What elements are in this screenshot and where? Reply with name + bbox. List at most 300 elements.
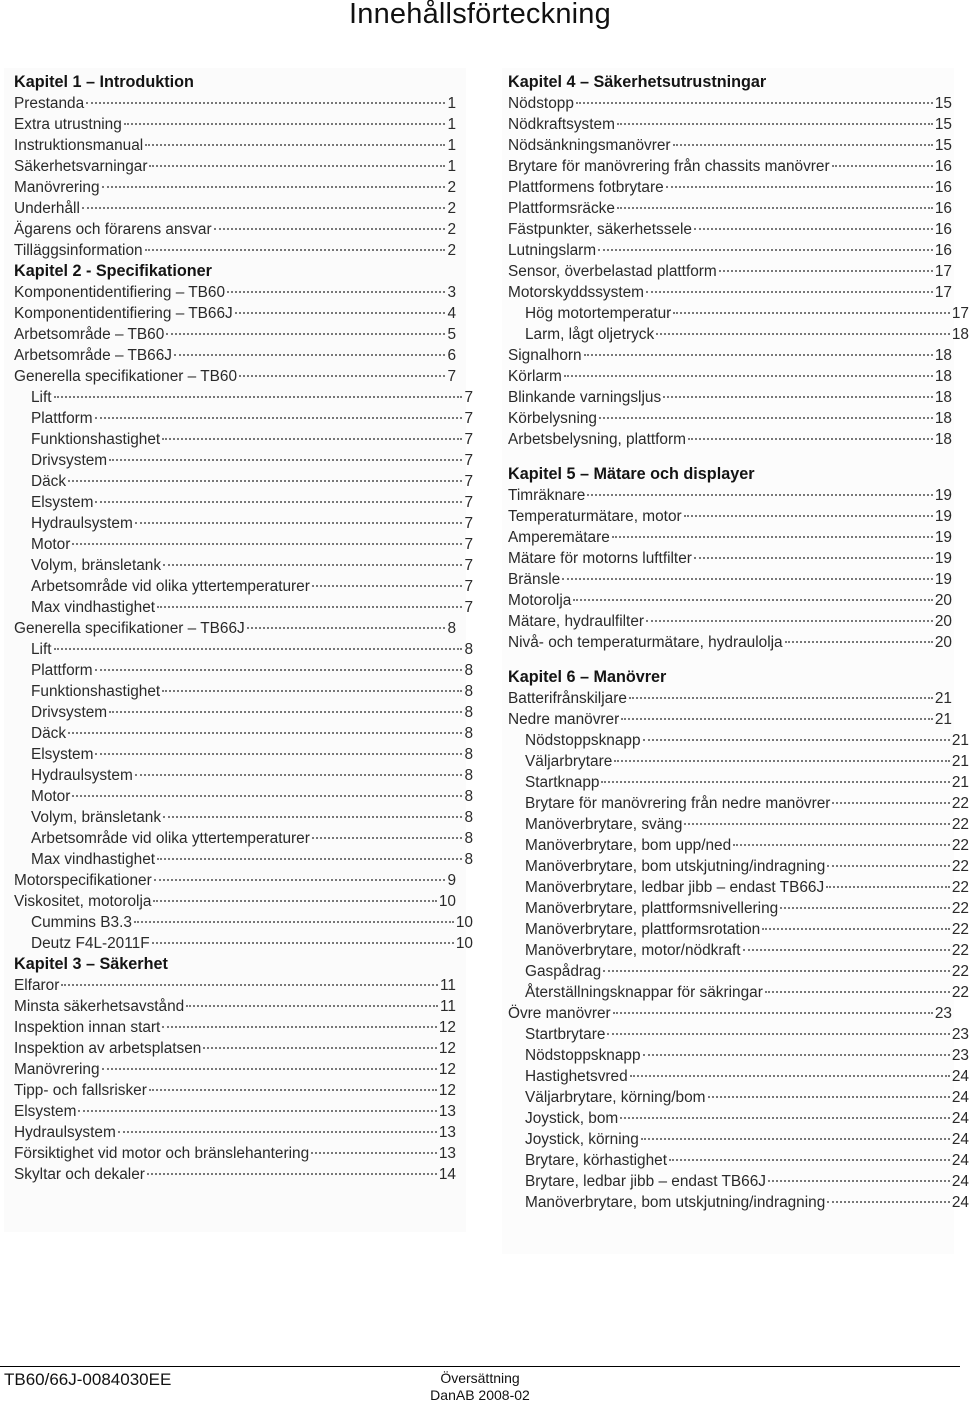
toc-entry-page: 16	[934, 200, 952, 217]
toc-entry-page: 13	[438, 1103, 456, 1120]
dot-leader	[617, 207, 933, 209]
toc-entry-page: 22	[951, 837, 969, 854]
toc-subentry	[14, 849, 473, 870]
chapter-heading: Kapitel 3 – Säkerhet	[14, 955, 168, 973]
toc-entry-title: Generella specifikationer – TB66J	[14, 620, 245, 637]
toc-entry	[14, 219, 456, 240]
toc-entry-page: 2	[447, 221, 456, 238]
footer-translation-label: Översättning	[440, 1370, 520, 1386]
toc-entry	[508, 688, 952, 709]
toc-entry-title: Väljarbrytare, körning/bom	[525, 1089, 706, 1106]
toc-entry-page: 20	[934, 592, 952, 609]
toc-entry	[508, 219, 952, 240]
toc-entry-page: 8	[464, 767, 473, 784]
toc-entry	[508, 177, 952, 198]
toc-entry-page: 3	[447, 284, 456, 301]
toc-subentry	[14, 807, 473, 828]
toc-entry-page: 17	[934, 284, 952, 301]
toc-entry-title: Bränsle	[508, 571, 561, 588]
toc-entry-title: Arbetsområde vid olika yttertemperaturer	[31, 830, 310, 847]
toc-entry	[508, 261, 952, 282]
chapter-heading: Kapitel 4 – Säkerhetsutrustningar	[508, 73, 767, 91]
toc-entry-page: 1	[447, 95, 456, 112]
toc-subentry	[508, 1066, 969, 1087]
toc-entry-page: 16	[934, 158, 952, 175]
toc-entry-title: Lift	[31, 389, 52, 406]
toc-subentry	[14, 828, 473, 849]
dot-leader	[620, 1117, 950, 1119]
toc-entry	[508, 590, 952, 611]
dot-leader	[145, 144, 445, 146]
toc-entry-page: 15	[934, 137, 952, 154]
toc-subentry	[508, 1045, 969, 1066]
toc-subentry	[508, 751, 969, 772]
toc-entry-page: 24	[951, 1110, 969, 1127]
dot-leader	[643, 1054, 950, 1056]
dot-leader	[827, 865, 950, 867]
toc-entry-title: Generella specifikationer – TB60	[14, 368, 238, 385]
dot-leader	[157, 858, 462, 860]
dot-leader	[163, 816, 462, 818]
toc-entry-title: Larm, lågt oljetryck	[525, 326, 655, 343]
dot-leader	[646, 291, 933, 293]
toc-entry-title: Nedre manövrer	[508, 711, 620, 728]
toc-left-column	[4, 68, 473, 1232]
toc-subentry	[14, 723, 473, 744]
toc-entry-page: 12	[438, 1019, 456, 1036]
toc-entry-page: 22	[951, 858, 969, 875]
toc-entry-title: Hastighetsvred	[525, 1068, 628, 1085]
toc-entry-page: 8	[464, 830, 473, 847]
dot-leader	[617, 123, 933, 125]
dot-leader	[832, 802, 949, 804]
toc-subentry	[508, 814, 969, 835]
dot-leader	[666, 186, 933, 188]
toc-entry	[508, 408, 952, 429]
dot-leader	[82, 207, 446, 209]
toc-entry-page: 7	[464, 431, 473, 448]
toc-entry-page: 13	[438, 1124, 456, 1141]
toc-entry-page: 11	[440, 977, 456, 994]
toc-entry	[508, 429, 952, 450]
dot-leader	[86, 102, 445, 104]
dot-leader	[785, 641, 933, 643]
toc-entry-title: Elfaror	[14, 977, 60, 994]
toc-entry-title: Lutningslarm	[508, 242, 597, 259]
toc-entry-page: 18	[934, 368, 952, 385]
toc-entry-page: 21	[951, 774, 969, 791]
dot-leader	[733, 844, 950, 846]
toc-entry-title: Motor	[31, 536, 71, 553]
toc-subentry	[14, 639, 473, 660]
toc-entry	[14, 345, 456, 366]
toc-entry-title: Batterifrånskiljare	[508, 690, 627, 707]
toc-entry-title: Plattformsräcke	[508, 200, 615, 217]
toc-entry	[508, 156, 952, 177]
page-title: Innehållsförteckning	[349, 0, 611, 30]
dot-leader	[612, 536, 933, 538]
toc-entry	[508, 387, 952, 408]
toc-entry	[14, 870, 456, 891]
dot-leader	[643, 739, 950, 741]
toc-subentry	[14, 681, 473, 702]
toc-entry	[14, 156, 456, 177]
toc-entry-page: 22	[951, 816, 969, 833]
toc-entry-title: Mätare, hydraulfilter	[508, 613, 645, 630]
toc-entry-page: 4	[447, 305, 456, 322]
toc-entry-page: 8	[464, 725, 473, 742]
dot-leader	[109, 711, 462, 713]
toc-entry-title: Deutz F4L-2011F	[31, 935, 150, 952]
dot-leader	[54, 396, 463, 398]
toc-entry-title: Temperaturmätare, motor	[508, 508, 682, 525]
toc-entry-title: Blinkande varningsljus	[508, 389, 662, 406]
dot-leader	[312, 837, 463, 839]
toc-entry	[14, 366, 456, 387]
toc-entry-page: 22	[951, 942, 969, 959]
toc-entry-page: 19	[934, 508, 952, 525]
dot-leader	[832, 165, 933, 167]
toc-entry	[14, 1101, 456, 1122]
toc-entry-page: 17	[951, 305, 969, 322]
toc-subentry	[508, 877, 969, 898]
toc-list-right	[502, 72, 969, 1213]
toc-entry-title: Instruktionsmanual	[14, 137, 144, 154]
dot-leader	[601, 781, 949, 783]
toc-entry-title: Plattform	[31, 662, 93, 679]
toc-entry-title: Nödstoppsknapp	[525, 1047, 641, 1064]
toc-entry	[14, 240, 456, 261]
toc-entry-title: Väljarbrytare	[525, 753, 613, 770]
dot-leader	[780, 907, 950, 909]
toc-entry-title: Lift	[31, 641, 52, 658]
toc-entry	[14, 114, 456, 135]
dot-leader	[656, 333, 950, 335]
toc-entry-page: 24	[951, 1131, 969, 1148]
toc-entry	[508, 632, 952, 653]
toc-entry-page: 1	[447, 137, 456, 154]
toc-entry	[508, 485, 952, 506]
toc-entry-page: 15	[934, 95, 952, 112]
toc-entry-title: Manöverbrytare, ledbar jibb – endast TB66J	[525, 879, 825, 896]
dot-leader	[599, 417, 933, 419]
toc-entry-page: 8	[464, 704, 473, 721]
toc-entry	[508, 282, 952, 303]
toc-entry-page: 8	[464, 788, 473, 805]
toc-entry	[14, 1059, 456, 1080]
dot-leader	[227, 291, 445, 293]
toc-entry-page: 18	[951, 326, 969, 343]
toc-entry-title: Hydraulsystem	[31, 767, 133, 784]
toc-entry-page: 18	[934, 389, 952, 406]
toc-entry-page: 22	[951, 963, 969, 980]
dot-leader	[573, 599, 933, 601]
toc-entry	[14, 177, 456, 198]
toc-entry-title: Extra utrustning	[14, 116, 122, 133]
toc-entry-title: Arbetsbelysning, plattform	[508, 431, 686, 448]
toc-entry-title: Nivå- och temperaturmätare, hydraulolja	[508, 634, 783, 651]
toc-entry	[508, 569, 952, 590]
dot-leader	[629, 697, 933, 699]
toc-subentry	[508, 1087, 969, 1108]
toc-entry-title: Hydraulsystem	[31, 515, 133, 532]
toc-entry-page: 23	[934, 1005, 952, 1022]
toc-entry	[14, 996, 456, 1017]
toc-entry-page: 7	[464, 578, 473, 595]
toc-entry-title: Arbetsområde – TB60	[14, 326, 165, 343]
toc-entry	[508, 240, 952, 261]
dot-leader	[78, 1110, 436, 1112]
toc-entry-page: 21	[951, 732, 969, 749]
dot-leader	[162, 690, 462, 692]
toc-entry-page: 24	[951, 1173, 969, 1190]
toc-entry-title: Nödkraftsystem	[508, 116, 615, 133]
toc-entry	[508, 709, 952, 730]
toc-entry-title: Manöverbrytare, plattformsrotation	[525, 921, 761, 938]
dot-leader	[203, 1047, 437, 1049]
toc-right-column	[502, 68, 969, 1254]
toc-entry-page: 11	[440, 998, 456, 1015]
dot-leader	[613, 1012, 933, 1014]
toc-entry-page: 8	[464, 809, 473, 826]
toc-entry-title: Manöverbrytare, plattformsnivellering	[525, 900, 779, 917]
toc-entry-page: 8	[464, 683, 473, 700]
toc-entry-title: Motorolja	[508, 592, 572, 609]
toc-entry	[508, 135, 952, 156]
dot-leader	[743, 949, 950, 951]
footer-divider	[0, 1366, 960, 1367]
toc-entry-title: Däck	[31, 473, 67, 490]
toc-subentry	[508, 1171, 969, 1192]
toc-entry-title: Cummins B3.3	[31, 914, 132, 931]
dot-leader	[102, 1068, 437, 1070]
toc-entry-page: 22	[951, 900, 969, 917]
dot-leader	[239, 375, 445, 377]
toc-entry-title: Timräknare	[508, 487, 586, 504]
toc-subentry	[14, 408, 473, 429]
toc-entry	[14, 282, 456, 303]
toc-entry	[14, 975, 456, 996]
toc-subentry	[14, 660, 473, 681]
dot-leader	[684, 515, 933, 517]
dot-leader	[584, 354, 933, 356]
dot-leader	[68, 480, 462, 482]
toc-entry-title: Amperemätare	[508, 529, 610, 546]
toc-entry-title: Elsystem	[14, 1103, 77, 1120]
toc-subentry	[14, 471, 473, 492]
toc-entry-title: Brytare, körhastighet	[525, 1152, 668, 1169]
toc-entry-page: 24	[951, 1194, 969, 1211]
toc-entry-title: Startknapp	[525, 774, 600, 791]
toc-subentry	[508, 835, 969, 856]
toc-entry-page: 9	[447, 872, 456, 889]
toc-entry-page: 19	[934, 529, 952, 546]
toc-subentry	[14, 513, 473, 534]
toc-subentry	[508, 961, 969, 982]
dot-leader	[311, 1152, 437, 1154]
toc-entry-title: Volym, bränsletank	[31, 557, 162, 574]
toc-entry-title: Hydraulsystem	[14, 1124, 116, 1141]
dot-leader	[247, 627, 446, 629]
toc-entry-page: 7	[464, 515, 473, 532]
chapter-heading: Kapitel 5 – Mätare och displayer	[508, 465, 755, 483]
toc-entry-title: Drivsystem	[31, 452, 108, 469]
dot-leader	[124, 123, 446, 125]
dot-leader	[145, 249, 446, 251]
toc-entry-page: 24	[951, 1089, 969, 1106]
dot-leader	[166, 333, 445, 335]
toc-subentry	[508, 982, 969, 1003]
toc-entry-page: 20	[934, 634, 952, 651]
dot-leader	[669, 1159, 950, 1161]
toc-entry-page: 7	[464, 389, 473, 406]
toc-entry-title: Försiktighet vid motor och bränslehantering	[14, 1145, 310, 1162]
dot-leader	[765, 991, 950, 993]
toc-subentry	[508, 856, 969, 877]
toc-entry-page: 10	[455, 935, 473, 952]
toc-entry-page: 7	[464, 599, 473, 616]
toc-entry-page: 22	[951, 921, 969, 938]
toc-entry	[14, 1122, 456, 1143]
toc-entry-page: 6	[447, 347, 456, 364]
toc-subentry	[14, 555, 473, 576]
dot-leader	[684, 823, 949, 825]
toc-entry-page: 8	[464, 851, 473, 868]
toc-entry-title: Däck	[31, 725, 67, 742]
dot-leader	[607, 1033, 949, 1035]
toc-entry-title: Arbetsområde – TB66J	[14, 347, 172, 364]
dot-leader	[147, 1173, 437, 1175]
dot-leader	[646, 620, 933, 622]
toc-entry	[508, 1003, 952, 1024]
toc-entry-title: Komponentidentifiering – TB66J	[14, 305, 233, 322]
toc-entry-page: 22	[951, 984, 969, 1001]
toc-subentry	[14, 534, 473, 555]
toc-entry-page: 10	[438, 893, 456, 910]
toc-subentry	[508, 1150, 969, 1171]
dot-leader	[719, 270, 933, 272]
toc-entry-title: Plattform	[31, 410, 93, 427]
toc-entry-title: Motor	[31, 788, 71, 805]
toc-entry	[508, 611, 952, 632]
toc-entry-title: Brytare, ledbar jibb – endast TB66J	[525, 1173, 766, 1190]
toc-entry-title: Joystick, bom	[525, 1110, 619, 1127]
toc-entry-page: 7	[464, 494, 473, 511]
toc-entry-page: 1	[447, 116, 456, 133]
toc-entry-title: Max vindhastighet	[31, 851, 156, 868]
toc-entry-page: 2	[447, 179, 456, 196]
toc-entry-title: Volym, bränsletank	[31, 809, 162, 826]
toc-entry-title: Manöverbrytare, motor/nödkraft	[525, 942, 741, 959]
toc-entry-page: 7	[464, 473, 473, 490]
toc-entry-page: 8	[464, 662, 473, 679]
toc-entry	[508, 345, 952, 366]
toc-entry-title: Drivsystem	[31, 704, 108, 721]
toc-entry	[508, 93, 952, 114]
toc-entry-page: 7	[464, 452, 473, 469]
toc-subentry	[508, 772, 969, 793]
toc-entry-title: Mätare för motorns luftfilter	[508, 550, 692, 567]
toc-entry-page: 8	[464, 746, 473, 763]
toc-entry-page: 16	[934, 179, 952, 196]
dot-leader	[135, 774, 463, 776]
toc-entry-page: 20	[934, 613, 952, 630]
toc-entry	[508, 366, 952, 387]
toc-entry-page: 7	[464, 536, 473, 553]
toc-entry-title: Körlarm	[508, 368, 562, 385]
toc-entry-title: Nödsänkningsmanövrer	[508, 137, 671, 154]
dot-leader	[214, 228, 446, 230]
toc-subentry	[508, 1108, 969, 1129]
toc-entry	[14, 1017, 456, 1038]
dot-leader	[708, 1096, 950, 1098]
toc-entry-title: Manöverbrytare, sväng	[525, 816, 683, 833]
toc-entry-title: Säkerhetsvarningar	[14, 158, 148, 175]
toc-entry-title: Hög motortemperatur	[525, 305, 672, 322]
dot-leader	[663, 396, 933, 398]
toc-entry	[14, 1164, 456, 1185]
dot-leader	[598, 249, 933, 251]
toc-subentry	[14, 492, 473, 513]
toc-entry-page: 7	[464, 557, 473, 574]
toc-subentry	[508, 919, 969, 940]
toc-entry-title: Max vindhastighet	[31, 599, 156, 616]
toc-subentry	[14, 597, 473, 618]
toc-entry-page: 1	[447, 158, 456, 175]
toc-entry-page: 2	[447, 242, 456, 259]
dot-leader	[72, 543, 462, 545]
dot-leader	[694, 228, 933, 230]
toc-entry-title: Brytare för manövrering från nedre manövrer	[525, 795, 831, 812]
toc-entry-page: 22	[951, 795, 969, 812]
toc-subentry	[508, 730, 969, 751]
toc-entry-page: 12	[438, 1061, 456, 1078]
toc-entry-page: 21	[934, 711, 952, 728]
toc-entry-page: 12	[438, 1082, 456, 1099]
toc-entry-title: Inspektion innan start	[14, 1019, 161, 1036]
toc-entry-title: Fästpunkter, säkerhetssele	[508, 221, 692, 238]
toc-subentry	[14, 702, 473, 723]
toc-entry-title: Funktionshastighet	[31, 431, 161, 448]
toc-entry-title: Prestanda	[14, 95, 85, 112]
dot-leader	[163, 564, 462, 566]
dot-leader	[827, 1201, 950, 1203]
toc-entry-title: Elsystem	[31, 746, 94, 763]
dot-leader	[186, 1005, 438, 1007]
toc-entry-title: Arbetsområde vid olika yttertemperaturer	[31, 578, 310, 595]
toc-entry-page: 18	[934, 410, 952, 427]
toc-subentry	[508, 898, 969, 919]
toc-entry-title: Manöverbrytare, bom upp/ned	[525, 837, 732, 854]
dot-leader	[621, 718, 933, 720]
toc-entry-title: Ägarens och förarens ansvar	[14, 221, 212, 238]
dot-leader	[235, 312, 446, 314]
dot-leader	[118, 1131, 437, 1133]
toc-subentry	[14, 912, 473, 933]
toc-entry	[508, 548, 952, 569]
dot-leader	[312, 585, 463, 587]
dot-leader	[673, 312, 950, 314]
dot-leader	[673, 144, 933, 146]
toc-entry-title: Sensor, överbelastad plattform	[508, 263, 717, 280]
toc-entry	[14, 618, 456, 639]
toc-entry-title: Minsta säkerhetsavstånd	[14, 998, 185, 1015]
toc-entry	[14, 324, 456, 345]
dot-leader	[54, 648, 463, 650]
dot-leader	[694, 557, 933, 559]
toc-entry	[14, 1038, 456, 1059]
toc-entry	[14, 1080, 456, 1101]
